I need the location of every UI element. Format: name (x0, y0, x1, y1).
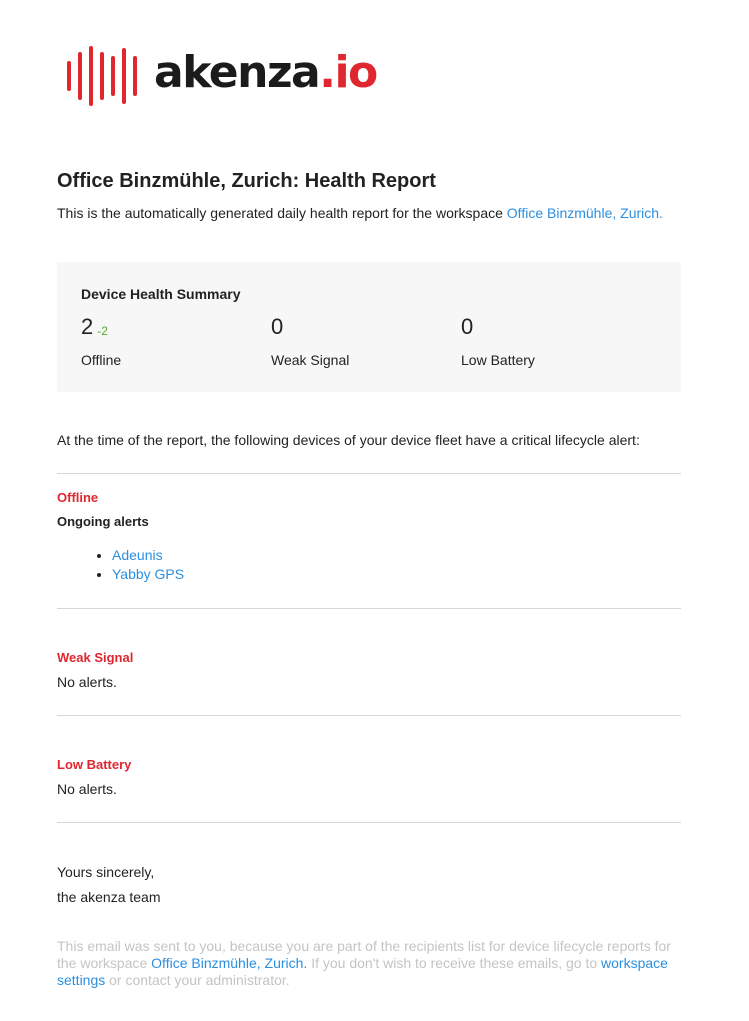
report-title: Office Binzmühle, Zurich: Health Report (57, 170, 436, 192)
section-title-weak-signal: Weak Signal (57, 650, 134, 665)
stat-offline-value: 2 (81, 314, 94, 339)
stat-weak-signal (271, 312, 349, 368)
intro-text: This is the automatically generated daily health report for the workspace (57, 205, 507, 221)
closing-line-1: Yours sincerely, (57, 864, 155, 880)
list-item (112, 565, 184, 584)
workspace-link[interactable]: Office Binzmühle, Zurich. (506, 205, 663, 221)
device-link-yabby-gps[interactable]: Yabby GPS (112, 566, 185, 582)
critical-alert-text: At the time of the report, the following devices of your device fleet have a critical lifecycle alert: (57, 432, 640, 448)
divider (57, 608, 681, 609)
stat-weak-signal-label: Weak Signal (271, 352, 350, 368)
footer-workspace-link[interactable]: Office Binzmühle, Zurich. (151, 955, 308, 971)
weak-signal-status: No alerts. (57, 674, 117, 690)
stat-offline (81, 312, 121, 368)
stat-low-battery-label: Low Battery (461, 352, 535, 368)
workspace-settings-link[interactable]: workspace settings (57, 955, 668, 988)
stat-weak-signal-value: 0 (271, 314, 284, 339)
stat-offline-label: Offline (81, 352, 122, 368)
footer-text-2: If you don't wish to receive these emails, go to (307, 955, 602, 971)
closing-line-2: the akenza team (57, 889, 161, 905)
offline-device-list (57, 546, 184, 584)
device-link-adeunis[interactable]: Adeunis (112, 547, 163, 563)
logo-wordmark-main: akenza (154, 47, 320, 98)
footer-text-1: This email was sent to you, because you are part of the recipients list for device lifecycle reports for the workspace (57, 938, 671, 971)
footer-text-3: or contact your administrator. (105, 972, 290, 988)
ongoing-alerts-title: Ongoing alerts (57, 514, 149, 529)
section-title-low-battery: Low Battery (57, 757, 132, 772)
stat-offline-delta: -2 (97, 324, 108, 338)
summary-title: Device Health Summary (81, 286, 241, 302)
sound-bars-logo-icon (67, 44, 137, 108)
logo-wordmark (154, 47, 377, 98)
stat-low-battery (461, 312, 535, 368)
akenza-logo (67, 44, 377, 108)
list-item (112, 546, 184, 565)
footer-notice (57, 938, 681, 989)
section-title-offline: Offline (57, 490, 99, 505)
divider (57, 473, 681, 474)
stat-low-battery-value: 0 (461, 314, 474, 339)
device-health-summary (57, 262, 681, 392)
logo-wordmark-suffix: .io (319, 47, 377, 98)
divider (57, 822, 681, 823)
report-intro (57, 205, 663, 221)
divider (57, 715, 681, 716)
low-battery-status: No alerts. (57, 781, 117, 797)
